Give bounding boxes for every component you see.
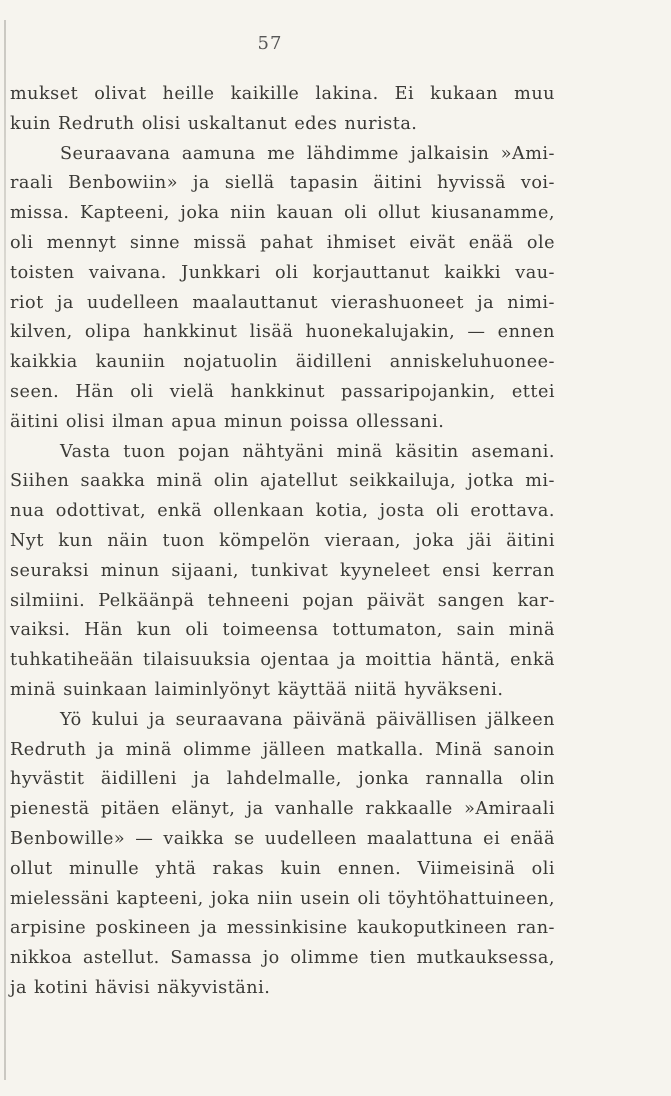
text-line: kaikkia kauniin nojatuolin äidilleni anniskeluhuonee-	[10, 352, 555, 373]
text-line: pienestä pitäen elänyt, ja vanhalle rakkaalle »Amiraali	[10, 799, 555, 820]
text-line: silmiini. Pelkäänpä tehneeni pojan päivät sangen kar-	[10, 590, 555, 611]
text-line: mukset olivat heille kaikille lakina. Ei kukaan muu	[10, 84, 555, 104]
page-number: 57	[257, 33, 283, 54]
text-line: kilven, olipa hankkinut lisää huonekalujakin, — ennen	[10, 322, 555, 343]
text-line: mielessäni kapteeni, joka niin usein oli töyhtöhattuineen,	[10, 888, 555, 909]
text-line: nua odottivat, enkä ollenkaan kotia, josta oli erottava.	[10, 501, 555, 522]
text-line: Seuraavana aamuna me lähdimme jalkaisin »Ami-	[60, 143, 555, 164]
text-line: Yö kului ja seuraavana päivänä päivällisen jälkeen	[60, 709, 555, 730]
text-line: vaiksi. Hän kun oli toimeensa tottumaton, sain minä	[10, 620, 555, 641]
text-line: oli mennyt sinne missä pahat ihmiset eivät enää ole	[10, 232, 555, 253]
text-line: hyvästit äidilleni ja lahdelmalle, jonka rannalla olin	[10, 769, 555, 790]
text-line: kuin Redruth olisi uskaltanut edes nurista.	[10, 113, 418, 134]
text-line: äitini olisi ilman apua minun poissa ollessani.	[10, 411, 445, 432]
text-line: riot ja uudelleen maalauttanut vierashuoneet ja nimi-	[10, 292, 555, 313]
text-line: Vasta tuon pojan nähtyäni minä käsitin asemani.	[60, 441, 555, 462]
text-line: tuhkatiheään tilaisuuksia ojentaa ja moittia häntä, enkä	[10, 650, 555, 671]
text-line: Nyt kun näin tuon kömpelön vieraan, joka jäi äitini	[10, 530, 555, 551]
text-line: raali Benbowiin» ja siellä tapasin äitini hyvissä voi-	[10, 173, 555, 194]
text-line: Siihen saakka minä olin ajatellut seikkailuja, jotka mi-	[10, 471, 555, 492]
text-line: toisten vaivana. Junkkari oli korjauttanut kaikki vau-	[10, 262, 555, 283]
text-line: Redruth ja minä olimme jälleen matkalla. Minä sanoin	[10, 739, 555, 760]
text-line: missa. Kapteeni, joka niin kauan oli ollut kiusanamme,	[10, 203, 555, 224]
text-line: seuraksi minun sijaani, tunkivat kyyneleet ensi kerran	[10, 560, 555, 581]
text-line: minä suinkaan laiminlyönyt käyttää niitä hyväkseni.	[10, 679, 504, 700]
text-line: arpisine poskineen ja messinkisine kaukoputkineen ran-	[10, 918, 555, 939]
body-text	[10, 80, 555, 1004]
text-line: Benbowille» — vaikka se uudelleen maalattuna ei enää	[10, 828, 555, 849]
page-gutter-edge	[4, 20, 6, 1080]
text-line: ollut minulle yhtä rakas kuin ennen. Viimeisinä oli	[10, 858, 555, 879]
text-line: nikkoa astellut. Samassa jo olimme tien mutkauksessa,	[10, 948, 555, 969]
text-line: seen. Hän oli vielä hankkinut passaripojankin, ettei	[10, 381, 555, 402]
text-line: ja kotini hävisi näkyvistäni.	[10, 977, 271, 998]
